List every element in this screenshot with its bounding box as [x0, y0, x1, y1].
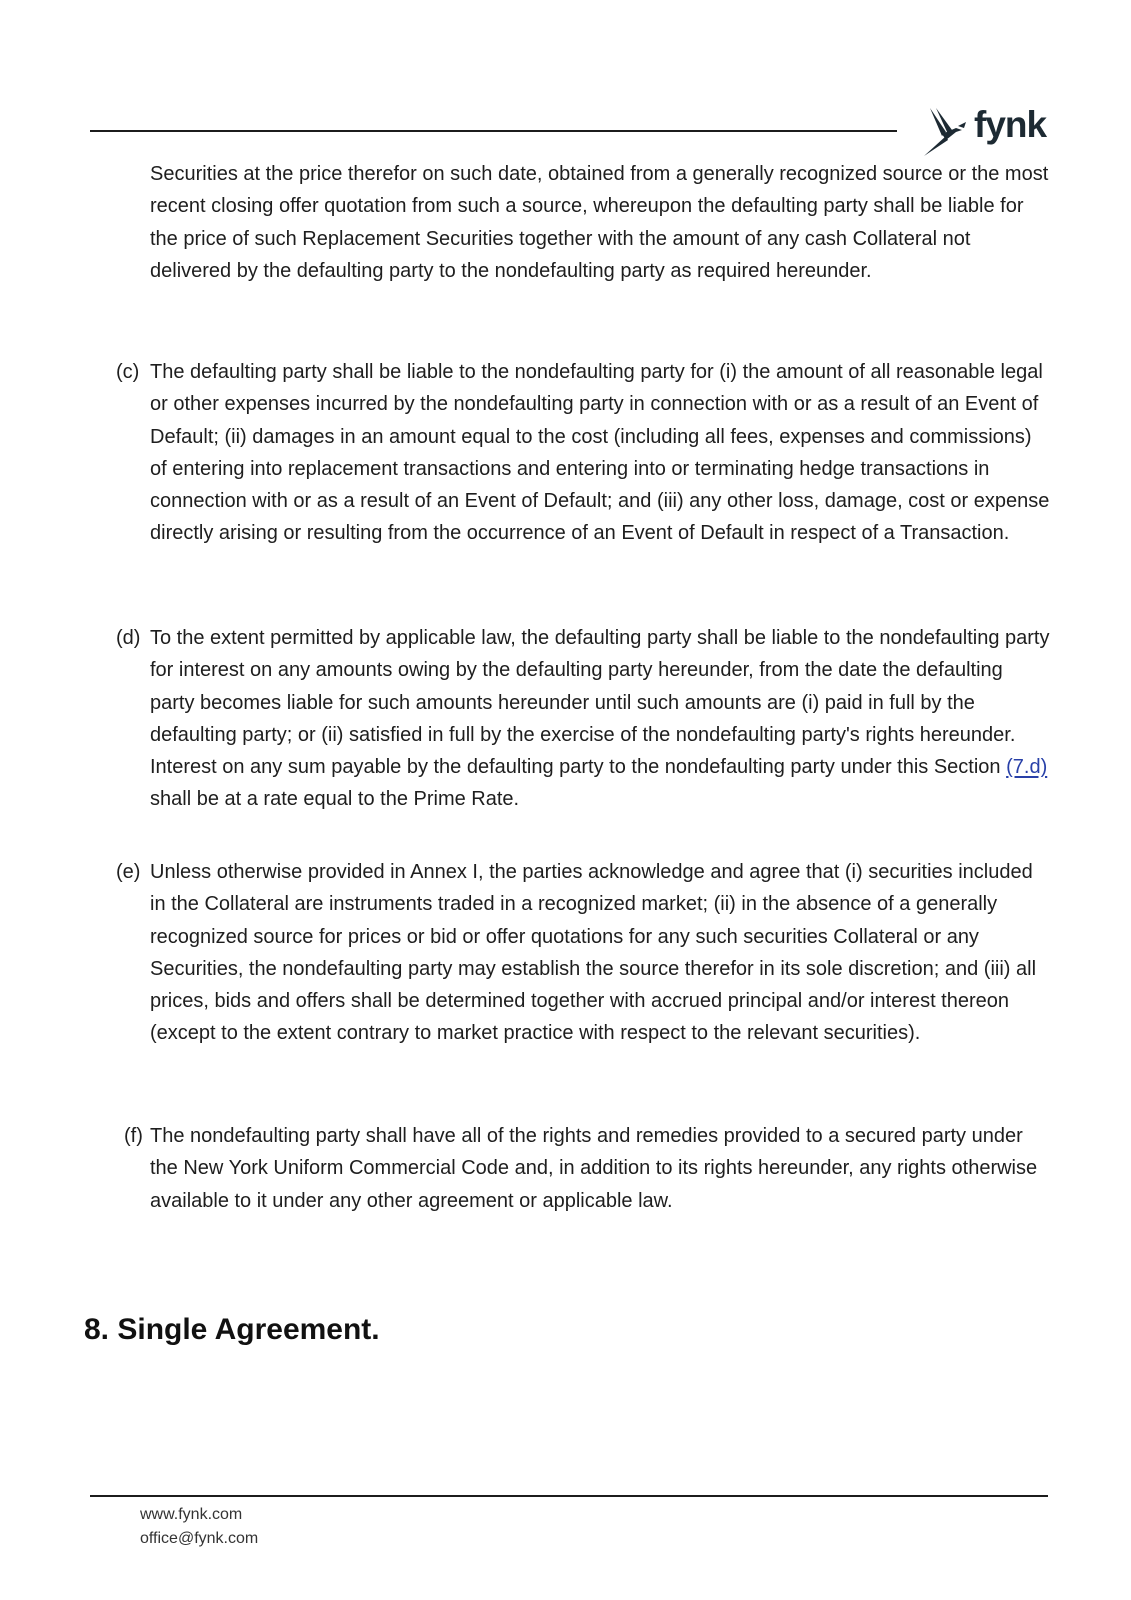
header-divider — [90, 130, 897, 132]
paragraph-c-text: The defaulting party shall be liable to the nondefaulting party for (i) the amount of all reasonable legal or other expenses incurred by the nondefaulting party in connection with or as a result of an Event of Default; (ii) damages in an amount equal to the cost (including all fees, expenses and commissions) of entering into replacement transactions and entering into or terminating hedge transactions in connection with or as a result of an Event of Default; and (iii) any other loss, damage, cost or expense directly arising or resulting from the occurrence of an Event of Default in respect of a Transaction. — [150, 361, 1050, 545]
logo-wordmark: fynk — [974, 104, 1047, 145]
paragraph-d-text-end: shall be at a rate equal to the Prime Rate. — [150, 788, 520, 811]
paragraph-e-text: Unless otherwise provided in Annex I, the parties acknowledge and agree that (i) securities included in the Collateral are instruments traded in a recognized market; (ii) in the absence of a generally recognized source for prices or bid or offer quotations for any such securities Collateral or any Securities, the nondefaulting party may establish the source therefor in its sole discretion; and (iii) all prices, bids and offers shall be determined together with accrued principal and/or interest thereon (except to the extent contrary to market practice with respect to the relevant securities). — [150, 861, 1037, 1045]
paragraph-continuation — [150, 158, 1050, 287]
paragraph-c — [116, 356, 1050, 550]
section-heading: 8. Single Agreement. — [84, 1313, 380, 1346]
bird-logo-icon — [922, 106, 974, 158]
footer-divider — [90, 1495, 1048, 1497]
footer-website: www.fynk.com — [140, 1506, 243, 1523]
paragraph-d-text-start: To the extent permitted by applicable law, the defaulting party shall be liable to the nondefaulting party for interest on any amounts owing by the defaulting party hereunder, from the date the defaulting party becomes liable for such amounts hereunder until such amounts are (i) paid in full by the defaulting party; or (ii) satisfied in full by the exercise of the nondefaulting party's rights hereunder. Interest on any sum payable by the defaulting party to the nondefaulting party under this Section — [150, 627, 1050, 779]
paragraph-d-text — [150, 622, 1050, 816]
paragraph-e-marker: (e) — [116, 861, 141, 883]
paragraph-e — [116, 856, 1050, 1050]
section-7d-link[interactable]: (7.d) — [1006, 756, 1048, 779]
paragraph-d-marker: (d) — [116, 627, 141, 649]
fynk-logo — [922, 104, 1052, 162]
paragraph-f-text: The nondefaulting party shall have all of the rights and remedies provided to a secured party under the New York Uniform Commercial Code and, in addition to its rights hereunder, any rights otherwise available to it under any other agreement or applicable law. — [150, 1125, 1038, 1212]
paragraph-f-marker: (f) — [124, 1125, 143, 1147]
paragraph-f — [124, 1120, 1050, 1217]
footer-email: office@fynk.com — [140, 1530, 259, 1547]
paragraph-continuation-text: Securities at the price therefor on such date, obtained from a generally recognized source or the most recent closing offer quotation from such a source, whereupon the defaulting party shall be liable for the price of such Replacement Securities together with the amount of any cash Collateral not delivered by the defaulting party to the nondefaulting party as required hereunder. — [150, 163, 1049, 282]
paragraph-d — [116, 622, 1050, 816]
paragraph-c-marker: (c) — [116, 361, 140, 383]
